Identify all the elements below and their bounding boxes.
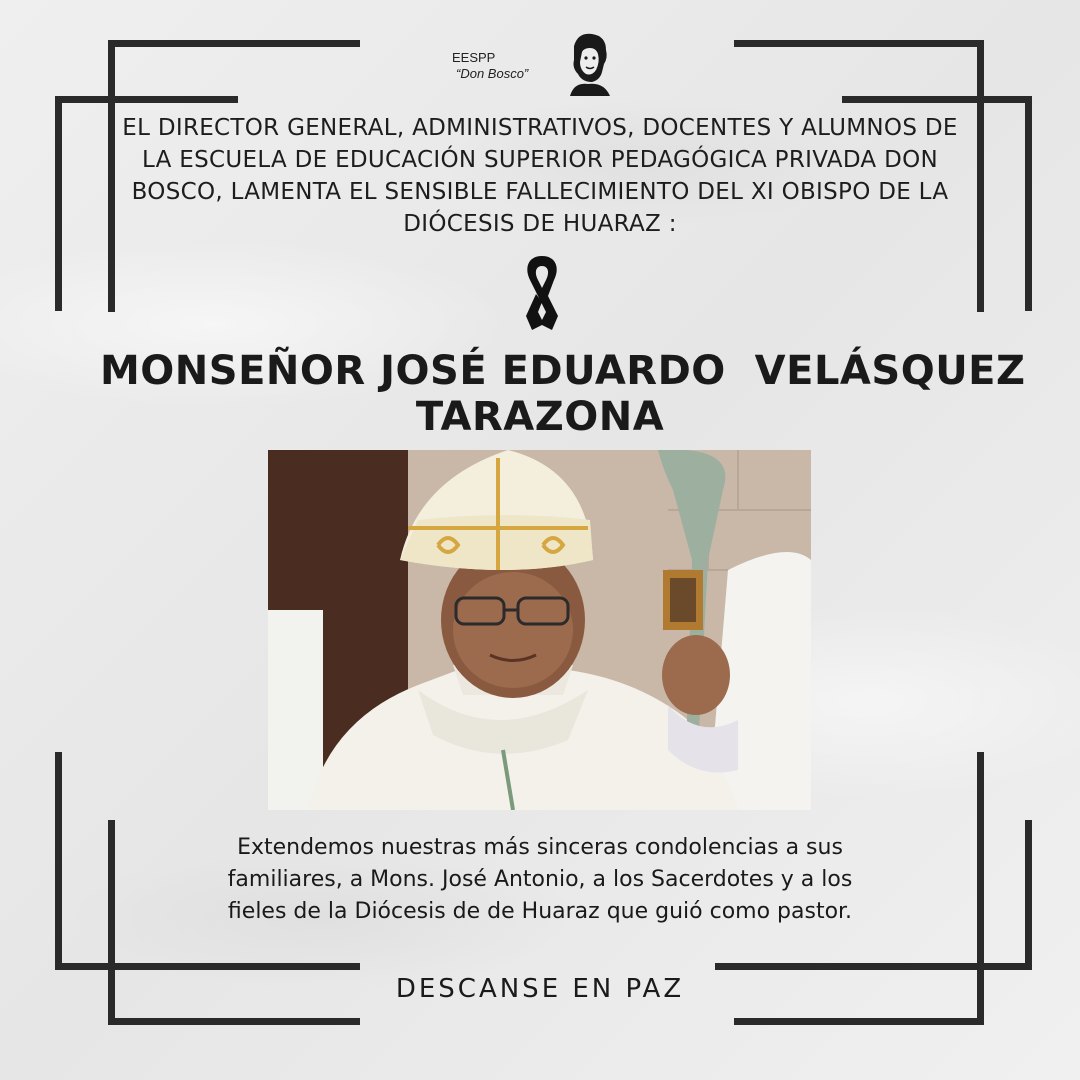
condolences-line-1: Extendemos nuestras más sinceras condolencias a sus xyxy=(237,835,843,860)
bishop-portrait-illustration xyxy=(268,450,811,810)
frame-top-right-h xyxy=(734,40,984,47)
logo-line-2: “Don Bosco” xyxy=(456,66,529,81)
condolences-line-2: familiares, a Mons. José Antonio, a los Sacerdotes y a los xyxy=(227,867,853,892)
frame-bottom-right-h2 xyxy=(715,963,1032,970)
don-bosco-portrait-icon xyxy=(564,30,614,96)
frame-top-left-h xyxy=(108,40,360,47)
mourning-ribbon-icon xyxy=(512,250,572,334)
frame-bottom-left-h xyxy=(55,963,360,970)
frame-top-left-v xyxy=(108,40,115,312)
frame-bottom-right-v2 xyxy=(1025,820,1032,970)
frame-bottom-left-v xyxy=(55,752,62,970)
logo-line-1: EESPP xyxy=(452,50,496,65)
school-logo xyxy=(452,30,612,96)
frame-top-right-h2 xyxy=(842,96,1032,103)
condolences-line-3: fieles de la Diócesis de de Huaraz que guió como pastor. xyxy=(227,899,853,924)
frame-bottom-right-h xyxy=(734,1018,984,1025)
frame-top-left-v2 xyxy=(55,96,62,311)
deceased-name-line-1: MONSEÑOR JOSÉ EDUARDO VELÁSQUEZ xyxy=(100,348,1026,394)
frame-top-left-h2 xyxy=(55,96,238,103)
intro-message: EL DIRECTOR GENERAL, ADMINISTRATIVOS, DOCENTES Y ALUMNOS DE LA ESCUELA DE EDUCACIÓN SUPERIOR PEDAGÓGICA PRIVADA DON BOSCO, LAMENTA EL SENSIBLE FALLECIMIENTO DEL XI OBISPO DE LA DIÓCESIS DE HUARAZ : xyxy=(122,115,958,237)
frame-bottom-left-v2 xyxy=(108,820,115,1025)
frame-top-right-v2 xyxy=(1025,96,1032,311)
logo-text xyxy=(452,50,528,82)
frame-top-right-v xyxy=(977,40,984,312)
condolences-message xyxy=(120,832,960,928)
deceased-name xyxy=(100,348,1026,440)
frame-bottom-left-h2 xyxy=(108,1018,360,1025)
rest-in-peace-text: DESCANSE EN PAZ xyxy=(395,974,685,1004)
frame-bottom-right-v xyxy=(977,752,984,1025)
deceased-name-line-2: TARAZONA xyxy=(415,394,665,440)
bishop-photo xyxy=(268,450,811,810)
